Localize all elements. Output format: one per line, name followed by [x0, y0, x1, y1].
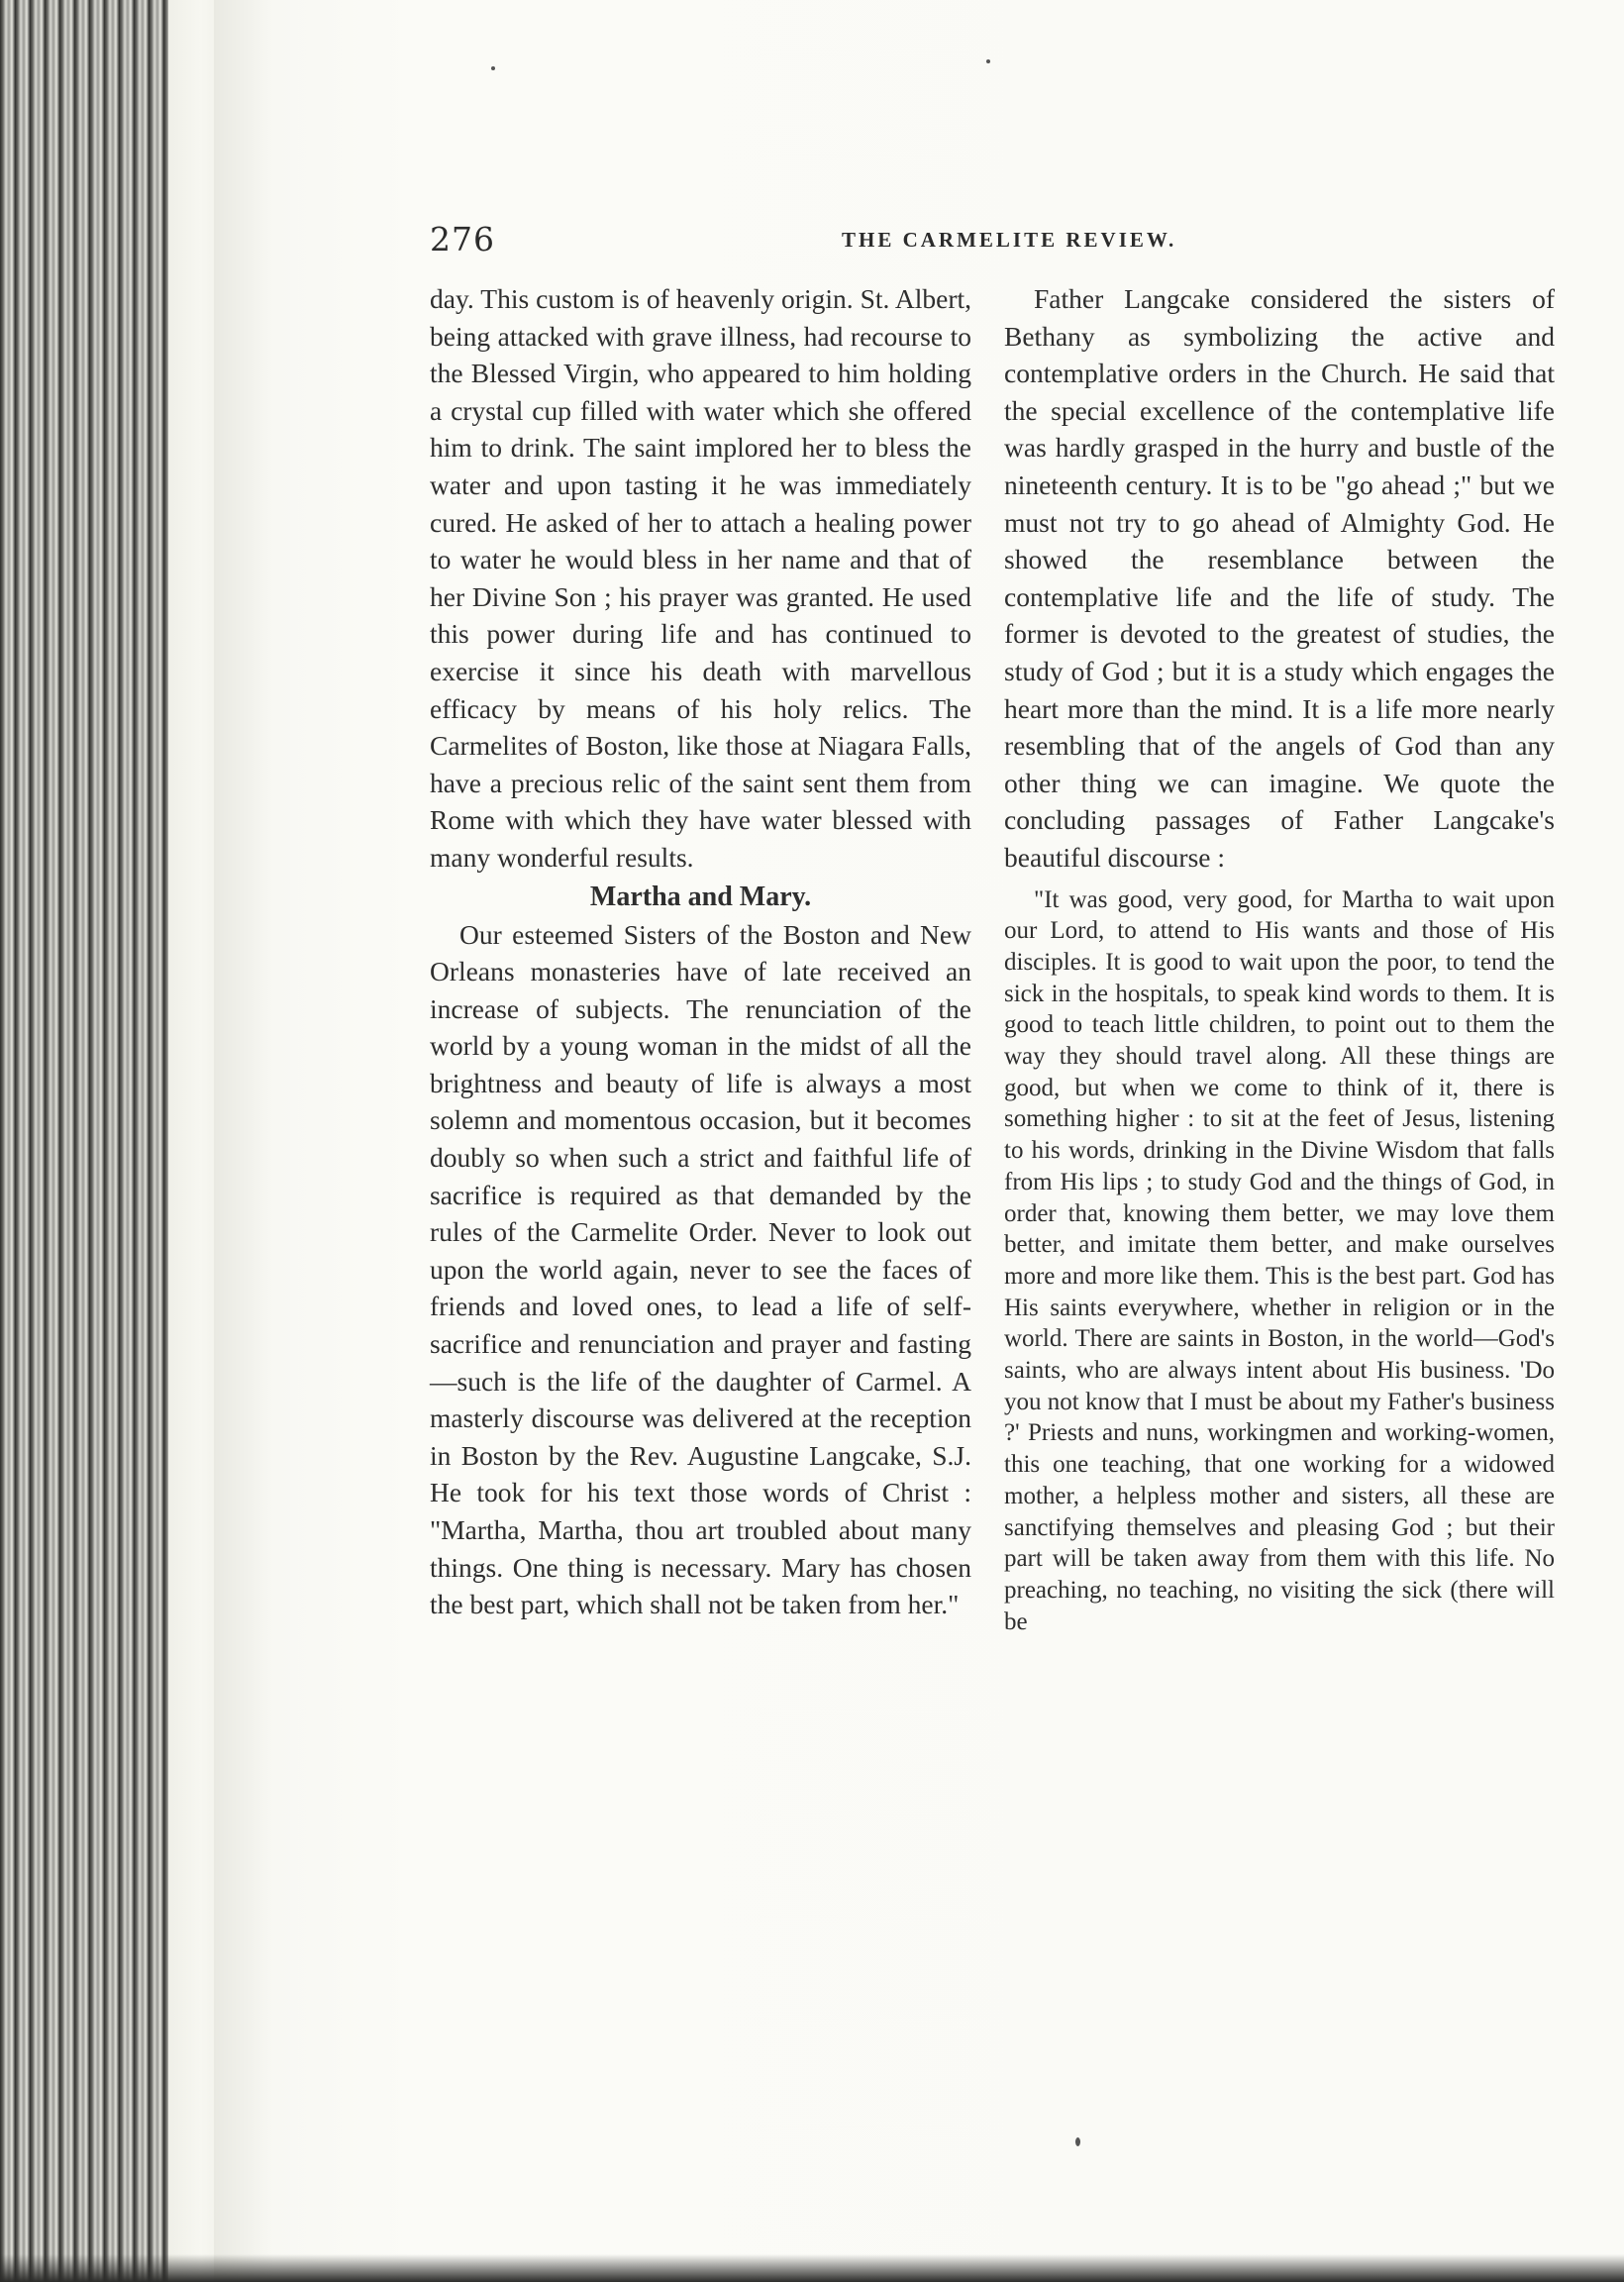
left-paragraph: Our esteemed Sisters of the Boston and New Orleans monasteries have of late received an increase of subjects. The renunciation of the world by a young woman in the midst of all the brightness and beauty of life is always a most solemn and momentous occasion, but it becomes doubly so when such a strict and faithful life of sacrifice is required as that demanded by the rules of the Carmelite Order. Never to look out upon the world again, never to see the faces of friends and loved ones, to lead a life of self-sacrifice and renunciation and prayer and fasting—such is the life of the daughter of Carmel. A masterly discourse was delivered at the reception in Boston by the Rev. Augustine Langcake, S.J. He took for his text those words of Christ : "Martha, Martha, thou art troubled about many things. One thing is necessary. Mary has chosen the best part, which shall not be taken from her.": [430, 918, 971, 1620]
right-paragraph: Father Langcake considered the sisters of Bethany as symbolizing the active and contemplative orders in the Church. He said that the special excellence of the contemplative life was hardly grasped in the hurry and bustle of the nineteenth century. It is to be "go ahead ;" but we must not try to go ahead of Almighty God. He showed the resemblance between the contemplative life and the life of study. The former is devoted to the greatest of studies, the study of God ; but it is a study which engages the heart more than the mind. It is a life more nearly resembling that of the angels of God than any other thing we can imagine. We quote the concluding passages of Father Langcake's beautiful discourse :: [1004, 283, 1555, 873]
paper-speck: [986, 59, 990, 63]
bottom-shadow: [0, 2254, 1624, 2282]
block-quote: "It was good, very good, for Martha to wait upon our Lord, to attend to His wants and those of His disciples. It is good to wait upon the poor, to tend the sick in the hospitals, to speak kind words to them. It is good to teach little children, to point out to them the way they should travel along. All these things are good, but when we come to think of it, there is something higher : to sit at the feet of Jesus, listening to his words, drinking in the Divine Wisdom that falls from His lips ; to study God and the things of God, in order that, knowing them better, we may love them better, and imitate them better, and make ourselves more and more like them. This is the best part. God has His saints everywhere, whether in religion or in the world. There are saints in Boston, in the world—God's saints, who are always intent about His business. 'Do you not know that I must be about my Father's business ?' Priests and nuns, workingmen and working-women, this one teaching, that one working for a widowed mother, a helpless mother and sisters, all these are sanctifying themselves and pleasing God ; but their part will be taken away from them with this life. No preaching, no teaching, no visiting the sick (there will be: [1004, 885, 1555, 1635]
left-column: [430, 280, 971, 1623]
paper-speck: [491, 66, 495, 70]
left-paragraph-continued: day. This custom is of heavenly origin. St. Albert, being attacked with grave illness, had recourse to the Blessed Virgin, who appeared to him holding a crystal cup filled with water which she offered him to drink. The saint implored her to bless the water and upon tasting it he was immediately cured. He asked of her to attach a healing power to water he would bless in her name and that of her Divine Son ; his prayer was granted. He used this power during life and has continued to exercise it since his death with marvellous efficacy by means of his holy relics. The Carmelites of Boston, like those at Niagara Falls, have a precious relic of the saint sent them from Rome with which they have water blessed with many wonderful results.: [430, 283, 971, 873]
page-number: 276: [430, 220, 495, 259]
page-header: [426, 220, 1565, 259]
right-column: [1004, 280, 1555, 1637]
book-page-edges: [0, 0, 223, 2282]
paper-speck: [1075, 2137, 1080, 2146]
running-head: THE CARMELITE REVIEW.: [842, 228, 1177, 252]
section-heading: Martha and Mary.: [589, 881, 812, 912]
